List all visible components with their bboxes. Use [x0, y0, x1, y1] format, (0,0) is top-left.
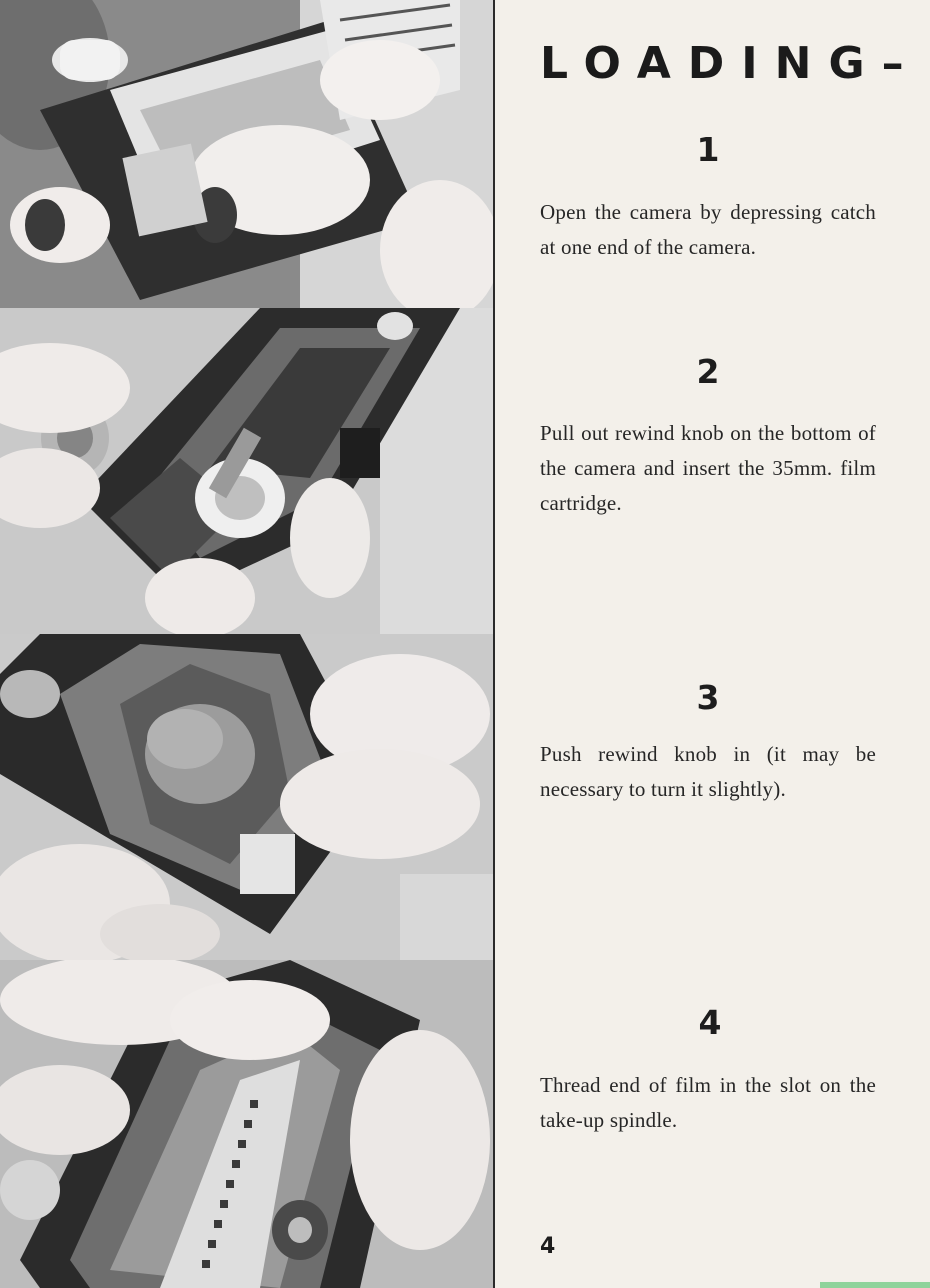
step-3-text: Push rewind knob in (it may be necessary to turn it slightly).: [540, 742, 876, 801]
page-title: LOADING–: [540, 38, 921, 89]
step-4-photo: [0, 960, 493, 1288]
page-number: 4: [540, 1234, 556, 1259]
step-3-photo: [0, 634, 493, 962]
step-2-number: 2: [696, 352, 720, 391]
step-1-text: Open the camera by depressing catch at one end of the camera.: [540, 200, 876, 259]
step-2-text: Pull out rewind knob on the bottom of the camera and insert the 35mm. film cartridge.: [540, 421, 876, 515]
camera-opening-illustration: [0, 0, 493, 308]
step-2-photo: [0, 308, 493, 636]
film-threading-illustration: [0, 960, 493, 1288]
step-1-number: 1: [696, 130, 720, 169]
scan-edge-tint: [820, 1282, 930, 1288]
step-4-text: Thread end of film in the slot on the take-up spindle.: [540, 1073, 876, 1132]
step-1-photo: [0, 0, 493, 310]
cartridge-insert-illustration: [0, 308, 493, 634]
rewind-knob-illustration: [0, 634, 493, 960]
step-4-number: 4: [698, 1003, 722, 1042]
step-3-number: 3: [696, 678, 720, 717]
